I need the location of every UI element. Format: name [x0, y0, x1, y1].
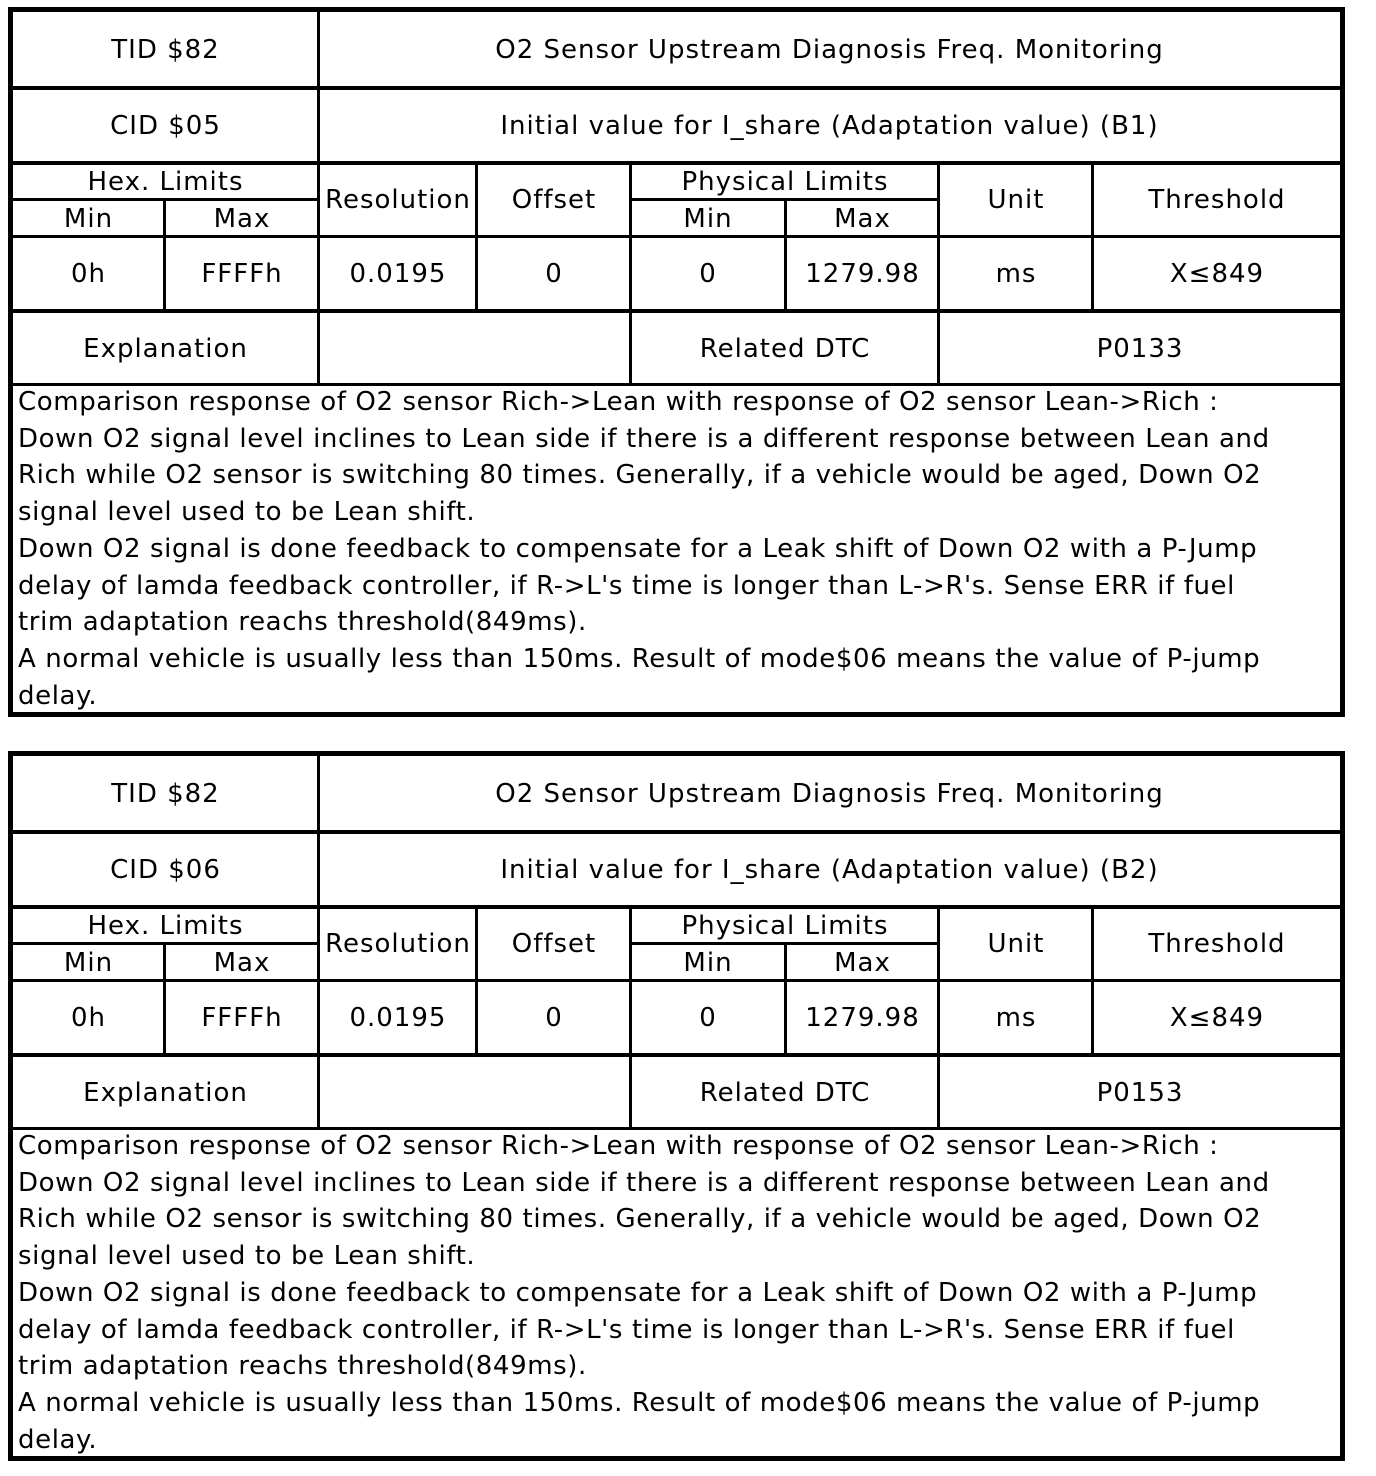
unit-header: Unit: [987, 929, 1045, 959]
related-dtc-label: Related DTC: [699, 333, 871, 364]
resolution-header: Resolution: [325, 185, 471, 215]
threshold-header: Threshold: [1148, 185, 1286, 215]
unit-header: Unit: [987, 185, 1045, 215]
offset-header: Offset: [511, 929, 597, 959]
offset-value: 0: [545, 1003, 563, 1033]
explanation-label: Explanation: [83, 333, 248, 364]
physical-limits-header: Physical Limits: [681, 910, 889, 941]
cid-title: Initial value for I_share (Adaptation value) (B2): [500, 854, 1159, 885]
hex-min-header: Min: [63, 203, 114, 234]
explanation-text: Comparison response of O2 sensor Rich->Lean with response of O2 sensor Lean->Rich : Down O2 signal level inclines to Lean side if there is a different response between Lean and Rich while O2 sensor is switching 80 times. Generally, if a vehicle would be aged, Down O2 signal level used to be Lean shift. Down O2 signal is done feedback to compensate for a Leak shift of Down O2 with a P-Jump delay of lamda feedback controller, if R->L's time is longer than L->R's. Sense ERR if fuel trim adaptation reachs threshold(849ms). A normal vehicle is usually less than 150ms. Result of mode$06 means the value of P-jump delay.: [18, 1131, 1270, 1455]
threshold-value: X≤849: [1169, 259, 1265, 289]
resolution-value: 0.0195: [349, 259, 447, 289]
hex-min-value: 0h: [70, 1003, 107, 1033]
hex-max-header: Max: [213, 947, 271, 978]
unit-value: ms: [995, 1003, 1037, 1033]
phys-max-header: Max: [834, 947, 891, 978]
hex-min-header: Min: [63, 947, 114, 978]
threshold-value: X≤849: [1169, 1003, 1265, 1033]
physical-limits-header: Physical Limits: [681, 166, 889, 197]
cid-title: Initial value for I_share (Adaptation value) (B1): [500, 110, 1159, 141]
hex-max-value: FFFFh: [201, 259, 283, 289]
hex-limits-header: Hex. Limits: [87, 910, 244, 941]
hex-max-header: Max: [213, 203, 271, 234]
hex-limits-header: Hex. Limits: [87, 166, 244, 197]
cid-label: CID $06: [110, 854, 221, 885]
hex-min-value: 0h: [70, 259, 107, 289]
diagnostic-table-cid06: [8, 751, 1345, 1461]
phys-min-header: Min: [683, 947, 733, 978]
cid-label: CID $05: [110, 110, 221, 141]
explanation-text: Comparison response of O2 sensor Rich->Lean with response of O2 sensor Lean->Rich : Down O2 signal level inclines to Lean side if there is a different response between Lean and Rich while O2 sensor is switching 80 times. Generally, if a vehicle would be aged, Down O2 signal level used to be Lean shift. Down O2 signal is done feedback to compensate for a Leak shift of Down O2 with a P-Jump delay of lamda feedback controller, if R->L's time is longer than L->R's. Sense ERR if fuel trim adaptation reachs threshold(849ms). A normal vehicle is usually less than 150ms. Result of mode$06 means the value of P-jump delay.: [18, 387, 1270, 711]
threshold-header: Threshold: [1148, 929, 1286, 959]
phys-min-header: Min: [683, 203, 733, 234]
hex-max-value: FFFFh: [201, 1003, 283, 1033]
related-dtc-value: P0153: [1096, 1077, 1184, 1108]
resolution-header: Resolution: [325, 929, 471, 959]
tid-title: O2 Sensor Upstream Diagnosis Freq. Monitoring: [495, 778, 1164, 809]
phys-min-value: 0: [699, 1003, 717, 1033]
tid-label: TID $82: [111, 34, 220, 65]
diagnostic-table-cid05: [8, 7, 1345, 717]
resolution-value: 0.0195: [349, 1003, 447, 1033]
related-dtc-value: P0133: [1096, 333, 1184, 364]
related-dtc-label: Related DTC: [699, 1077, 871, 1108]
explanation-label: Explanation: [83, 1077, 248, 1108]
phys-min-value: 0: [699, 259, 717, 289]
phys-max-value: 1279.98: [805, 1003, 920, 1033]
tid-title: O2 Sensor Upstream Diagnosis Freq. Monitoring: [495, 34, 1164, 65]
unit-value: ms: [995, 259, 1037, 289]
tid-label: TID $82: [111, 778, 220, 809]
offset-header: Offset: [511, 185, 597, 215]
phys-max-value: 1279.98: [805, 259, 920, 289]
offset-value: 0: [545, 259, 563, 289]
phys-max-header: Max: [834, 203, 891, 234]
